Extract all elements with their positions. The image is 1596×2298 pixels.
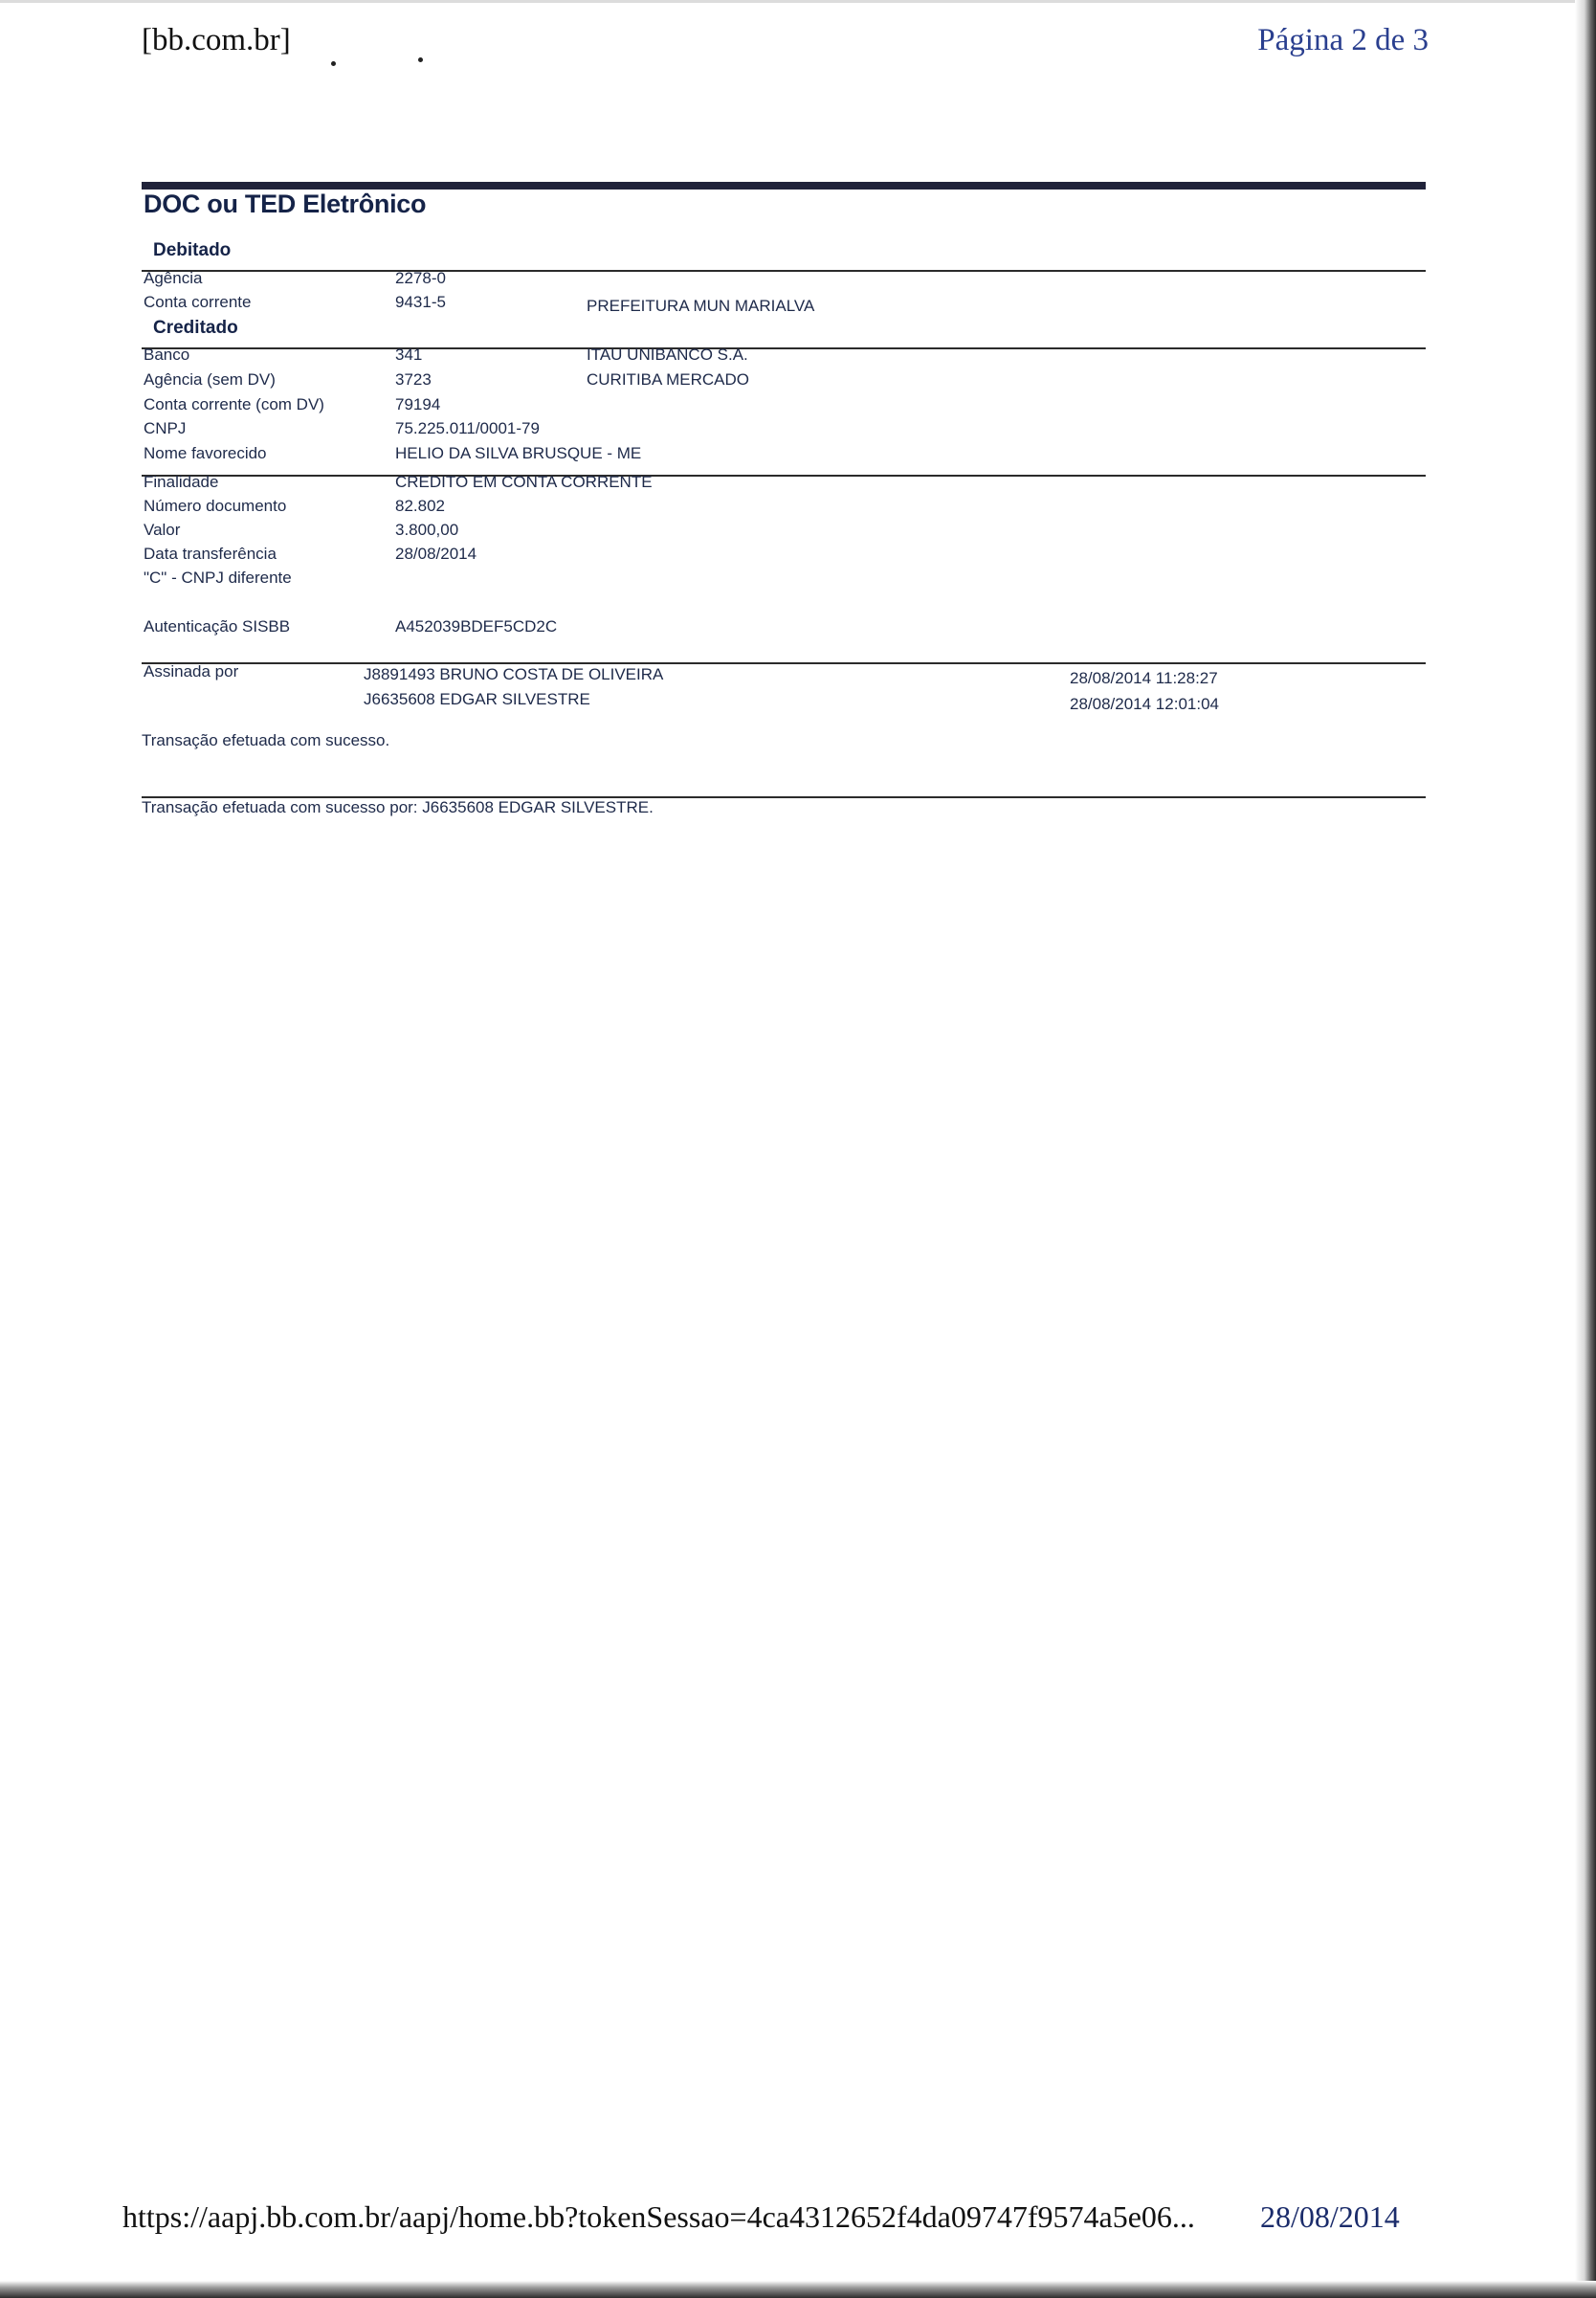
row-label: Autenticação SISBB — [144, 617, 291, 636]
signature-label: Assinada por — [144, 662, 239, 680]
row-value: 3.800,00 — [395, 521, 459, 539]
table-row — [0, 497, 1596, 520]
row-label: Finalidade — [144, 473, 219, 491]
row-value: 82.802 — [395, 497, 445, 515]
authentication-code: A452039BDEF5CD2C — [395, 617, 558, 636]
table-row — [0, 370, 1596, 393]
header-page-number: Página 2 de 3 — [1257, 23, 1429, 57]
row-value: 79194 — [395, 395, 441, 413]
row-extra: ITAU UNIBANCO S.A. — [587, 346, 748, 364]
signer: J6635608 EDGAR SILVESTRE — [364, 690, 590, 708]
section-creditado: Creditado — [153, 318, 238, 338]
row-value: HELIO DA SILVA BRUSQUE - ME — [395, 444, 642, 462]
table-row — [0, 346, 1596, 368]
row-label: "C" - CNPJ diferente — [144, 569, 292, 587]
row-value: 28/08/2014 — [395, 545, 477, 563]
row-value: CREDITO EM CONTA CORRENTE — [395, 473, 653, 491]
table-row — [0, 395, 1596, 418]
final-status-message: Transação efetuada com sucesso por: J6635608 EDGAR SILVESTRE. — [142, 798, 654, 816]
row-value: 75.225.011/0001-79 — [395, 419, 540, 437]
scan-edge-top — [0, 0, 1596, 3]
table-row — [0, 293, 1596, 316]
signer: J8891493 BRUNO COSTA DE OLIVEIRA — [364, 665, 664, 683]
row-value: 2278-0 — [395, 269, 446, 287]
signature-time: 28/08/2014 12:01:04 — [1070, 695, 1219, 713]
section-debitado: Debitado — [153, 240, 232, 260]
row-label: Agência — [144, 269, 203, 287]
footer-date: 28/08/2014 — [1260, 2199, 1400, 2234]
row-value: 3723 — [395, 370, 432, 389]
table-row — [0, 473, 1596, 496]
authentication-row — [0, 617, 1596, 640]
row-label: CNPJ — [144, 419, 187, 437]
row-label: Valor — [144, 521, 181, 539]
table-row — [0, 545, 1596, 568]
signature-time: 28/08/2014 11:28:27 — [1070, 669, 1218, 687]
row-label: Conta corrente — [144, 293, 252, 311]
document-title: DOC ou TED Eletrônico — [144, 190, 427, 218]
scan-speck — [418, 57, 423, 62]
row-label: Banco — [144, 346, 190, 364]
row-label: Número documento — [144, 497, 287, 515]
scan-edge-bottom — [0, 2281, 1596, 2298]
table-row — [0, 419, 1596, 442]
title-bar — [142, 182, 1426, 190]
footer-url: https://aapj.bb.com.br/aapj/home.bb?tokenSessao=4ca4312652f4da09747f9574a5e06... — [122, 2199, 1195, 2234]
row-label: Agência (sem DV) — [144, 370, 276, 389]
header-site: [bb.com.br] — [142, 23, 291, 57]
row-value: 341 — [395, 346, 423, 364]
row-label: Nome favorecido — [144, 444, 267, 462]
row-label: Conta corrente (com DV) — [144, 395, 324, 413]
row-value: 9431-5 — [395, 293, 446, 311]
table-row — [0, 269, 1596, 292]
row-extra: PREFEITURA MUN MARIALVA — [587, 297, 815, 315]
status-message: Transação efetuada com sucesso. — [142, 731, 390, 749]
table-row — [0, 444, 1596, 467]
table-row — [0, 521, 1596, 544]
row-label: Data transferência — [144, 545, 277, 563]
row-extra: CURITIBA MERCADO — [587, 370, 750, 389]
scan-speck — [331, 61, 336, 66]
rule — [142, 662, 1426, 664]
table-row — [0, 569, 1596, 591]
